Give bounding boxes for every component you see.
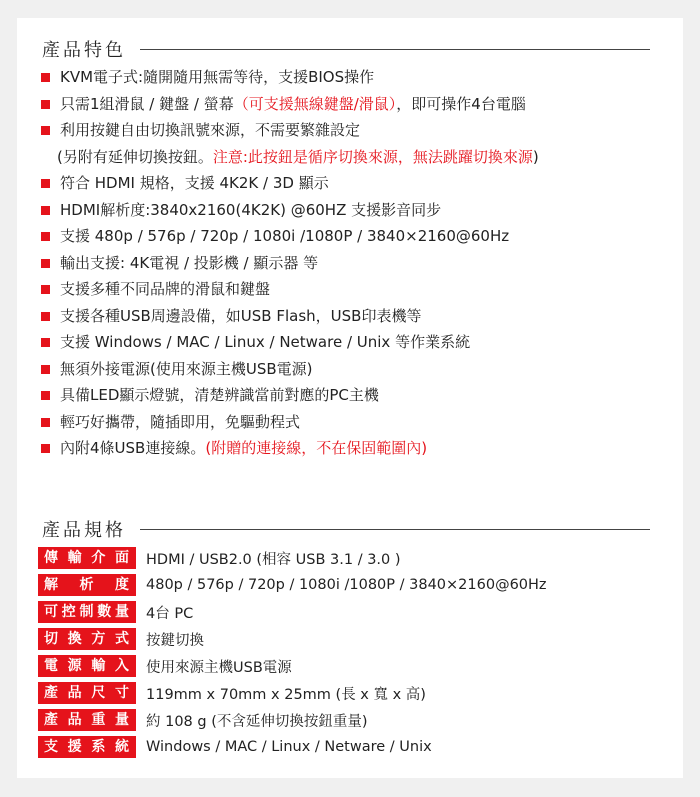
feature-text: 只需1組滑鼠 / 鍵盤 / 螢幕	[60, 94, 234, 113]
specs-divider	[140, 529, 650, 530]
feature-item	[40, 409, 680, 436]
feature-text: HDMI解析度:3840x2160(4K2K) @60HZ 支援影音同步	[60, 200, 442, 219]
feature-text: KVM電子式:隨開隨用無需等待，支援BIOS操作	[60, 68, 375, 86]
square-bullet-icon	[41, 73, 50, 82]
feature-text: 無須外接電源(使用來源主機USB電源)	[60, 359, 313, 378]
spec-value: 4台 PC	[146, 605, 194, 622]
square-bullet-icon	[41, 206, 50, 215]
feature-item	[40, 223, 680, 250]
spec-label: 電源輸入	[38, 655, 136, 677]
spec-label: 解析度	[38, 574, 136, 596]
spec-row	[38, 680, 658, 706]
spec-row	[38, 545, 658, 571]
feature-note-line	[40, 144, 680, 171]
specs-header	[42, 516, 650, 542]
spec-label: 可控制數量	[38, 601, 136, 623]
feature-item	[40, 250, 680, 277]
feature-note: 注意:此按鈕是循序切換來源，無法跳躍切換來源	[212, 147, 533, 166]
square-bullet-icon	[41, 391, 50, 400]
feature-text: 具備LED顯示燈號，清楚辨識當前對應的PC主機	[60, 386, 379, 404]
square-bullet-icon	[41, 126, 50, 135]
square-bullet-icon	[41, 179, 50, 188]
spec-row	[38, 626, 658, 652]
feature-item	[40, 91, 680, 118]
square-bullet-icon	[41, 232, 50, 241]
features-list	[40, 64, 680, 462]
square-bullet-icon	[41, 338, 50, 347]
spec-value: 約 108 g (不含延伸切換按鈕重量)	[146, 713, 368, 730]
spec-label: 切換方式	[38, 628, 136, 650]
feature-tail: )	[532, 147, 539, 166]
spec-label: 產品重量	[38, 709, 136, 731]
specs-title: 產品規格	[42, 520, 126, 541]
spec-value: HDMI / USB2.0 (相容 USB 3.1 / 3.0 )	[146, 551, 401, 568]
feature-item	[40, 197, 680, 224]
feature-tail: ，即可操作4台電腦	[396, 94, 526, 113]
feature-text: 符合 HDMI 規格，支援 4K2K / 3D 顯示	[60, 174, 329, 192]
feature-text: 利用按鍵自由切換訊號來源，不需要繁雜設定	[60, 121, 361, 139]
feature-text: (另附有延伸切換按鈕。	[57, 147, 213, 166]
spec-value: 按鍵切換	[146, 632, 204, 649]
specs-table	[38, 545, 658, 761]
spec-value: 119mm x 70mm x 25mm (長 x 寬 x 高)	[146, 686, 426, 703]
spec-label: 支援系統	[38, 736, 136, 758]
square-bullet-icon	[41, 312, 50, 321]
feature-text: 支援 480p / 576p / 720p / 1080i /1080P / 3840×2160@60Hz	[60, 227, 510, 245]
feature-text: 支援 Windows / MAC / Linux / Netware / Unix 等作業系統	[60, 333, 471, 351]
square-bullet-icon	[41, 259, 50, 268]
feature-note: (附贈的連接線，不在保固範圍內)	[205, 439, 428, 457]
spec-value: Windows / MAC / Linux / Netware / Unix	[146, 739, 432, 755]
feature-text: 支援各種USB周邊設備，如USB Flash，USB印表機等	[60, 306, 422, 325]
square-bullet-icon	[41, 444, 50, 453]
feature-item	[40, 382, 680, 409]
square-bullet-icon	[41, 418, 50, 427]
feature-text: 支援多種不同品牌的滑鼠和鍵盤	[60, 280, 271, 298]
features-divider	[140, 49, 650, 50]
feature-item	[40, 303, 680, 330]
spec-row	[38, 572, 658, 598]
feature-text: 內附4條USB連接線。	[60, 439, 206, 457]
feature-item	[40, 276, 680, 303]
spec-label: 產品尺寸	[38, 682, 136, 704]
square-bullet-icon	[41, 365, 50, 374]
square-bullet-icon	[41, 285, 50, 294]
spec-row	[38, 734, 658, 760]
spec-value: 使用來源主機USB電源	[146, 659, 292, 676]
square-bullet-icon	[41, 100, 50, 109]
feature-note: （可支援無線鍵盤/滑鼠）	[233, 94, 397, 113]
feature-item	[40, 435, 680, 462]
feature-item	[40, 329, 680, 356]
feature-text: 輕巧好攜帶，隨插即用，免驅動程式	[60, 412, 301, 431]
spec-row	[38, 599, 658, 625]
feature-item	[40, 117, 680, 144]
feature-item	[40, 170, 680, 197]
feature-item	[40, 64, 680, 91]
spec-row	[38, 707, 658, 733]
spec-label: 傳輸介面	[38, 547, 136, 569]
features-header	[42, 36, 650, 62]
feature-item	[40, 356, 680, 383]
spec-value: 480p / 576p / 720p / 1080i /1080P / 3840×2160@60Hz	[146, 577, 547, 593]
features-title: 產品特色	[42, 40, 126, 61]
spec-row	[38, 653, 658, 679]
feature-text: 輸出支援: 4K電視 / 投影機 / 顯示器 等	[60, 253, 319, 272]
